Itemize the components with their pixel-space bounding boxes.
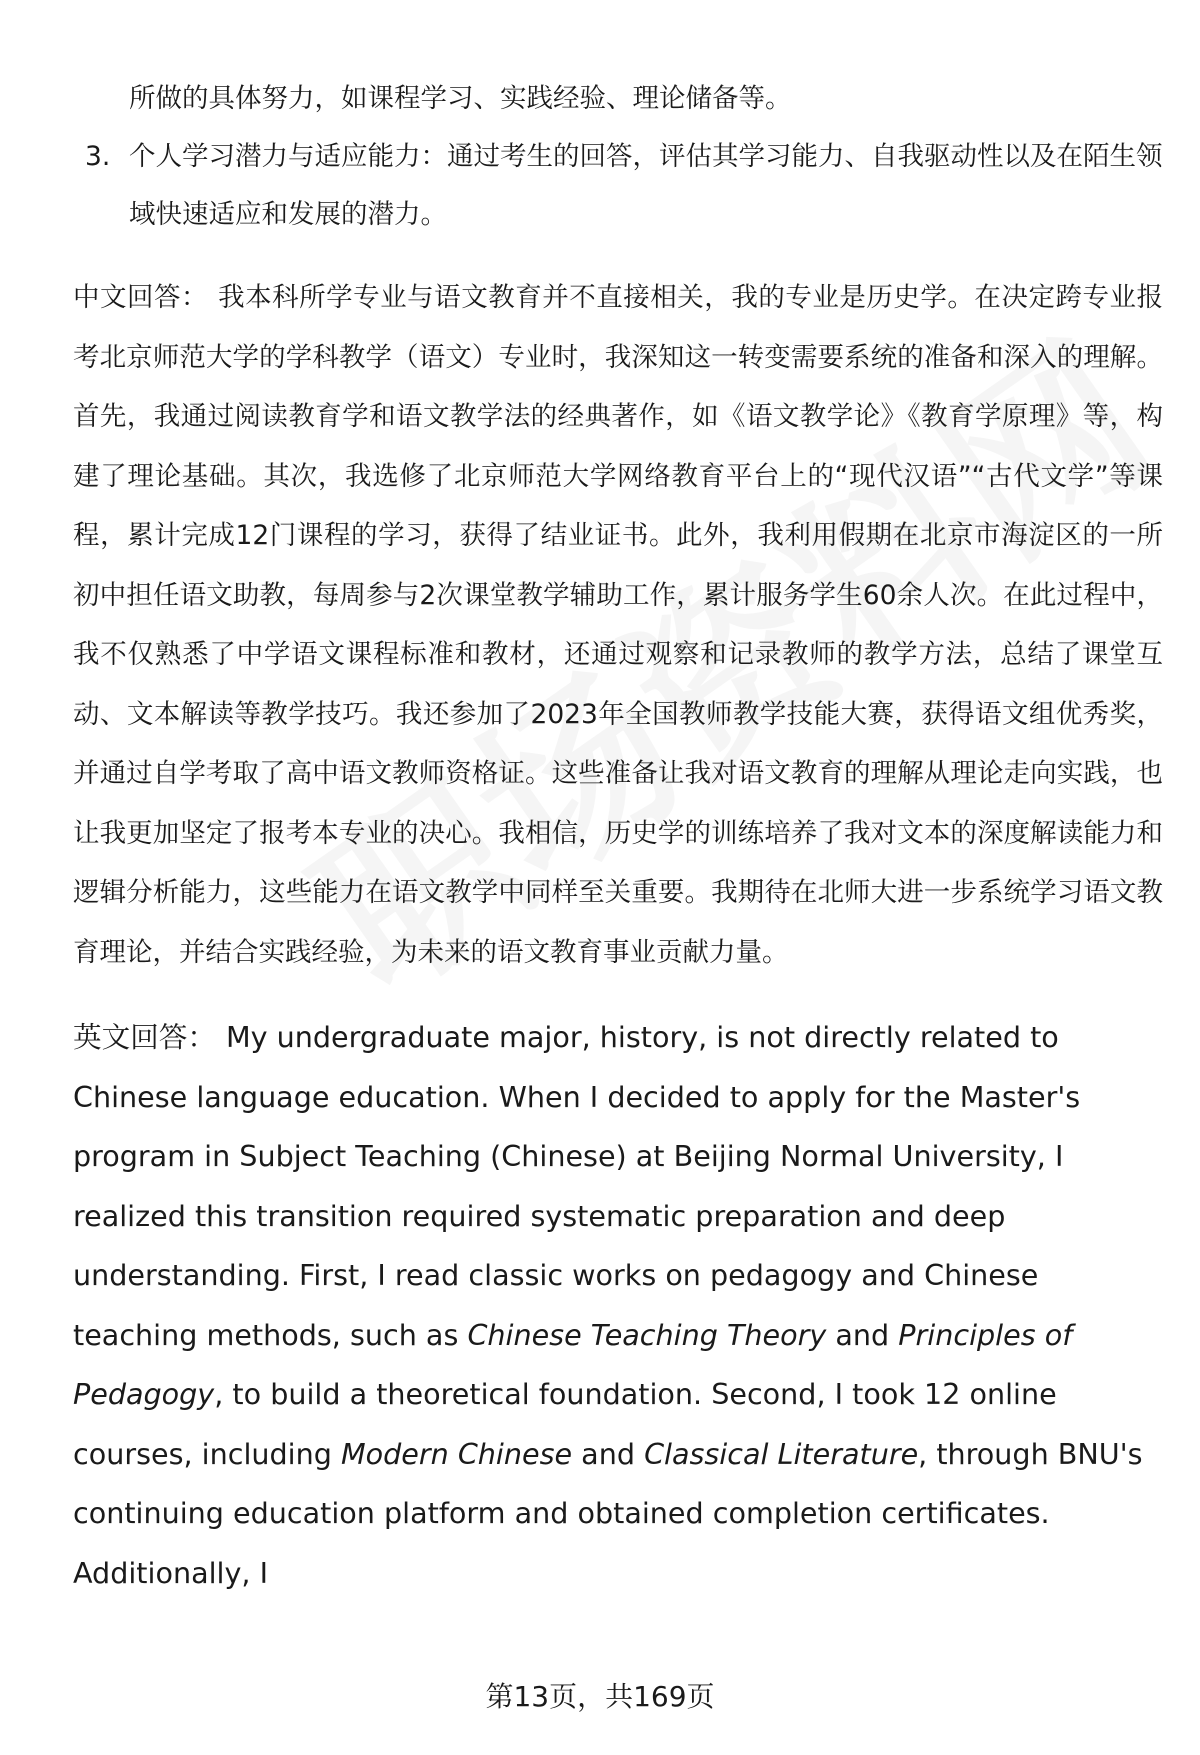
english-text-part-1: My undergraduate major, history, is not directly related to Chinese language education. When I decided to apply for the Master's program in Subject Teaching (Chinese) at Beijing Normal University, I realized this transition required systematic preparation and deep understanding. First, I read classic works on pedagogy and Chinese teaching methods, such as [73,1020,1081,1352]
book-title-chinese-teaching-theory: Chinese Teaching Theory [467,1317,827,1352]
list-item-2-continuation: 所做的具体努力，如课程学习、实践经验、理论储备等。 [129,83,792,114]
english-text-part-5: , through BNU's continuing education platform and obtained completion certificates. Additionally, I [73,1436,1143,1590]
chinese-answer-label: 中文回答： [73,282,209,313]
english-answer-label: 英文回答： [73,1020,216,1054]
english-text-part-2: and [826,1317,899,1352]
english-answer-paragraph [73,1008,1163,1603]
english-text-part-4: and [572,1436,645,1471]
list-item-text: 个人学习潜力与适应能力：通过考生的回答，评估其学习能力、自我驱动性以及在陌生领域快速适应和发展的潜力。 [129,141,1163,230]
course-title-classical-literature: Classical Literature [644,1436,919,1471]
book-title-principles-of-pedagogy: Principles of Pedagogy [73,1317,1073,1411]
course-title-modern-chinese: Modern Chinese [340,1436,573,1471]
list-number: 3. [85,141,111,172]
chinese-answer-paragraph [73,268,1163,982]
list-item-3 [73,128,1163,244]
document-page [73,70,1163,1603]
chinese-answer-text: 我本科所学专业与语文教育并不直接相关，我的专业是历史学。在决定跨专业报考北京师范大学的学科教学（语文）专业时，我深知这一转变需要系统的准备和深入的理解。首先，我通过阅读教育学和语文教学法的经典著作，如《语文教学论》《教育学原理》等，构建了理论基础。其次，我选修了北京师范大学网络教育平台上的“现代汉语”“古代文学”等课程，累计完成12门课程的学习，获得了结业证书。此外，我利用假期在北京市海淀区的一所初中担任语文助教，每周参与2次课堂教学辅助工作，累计服务学生60余人次。在此过程中，我不仅熟悉了中学语文课程标准和教材，还通过观察和记录教师的教学方法，总结了课堂互动、文本解读等教学技巧。我还参加了2023年全国教师教学技能大赛，获得语文组优秀奖，并通过自学考取了高中语文教师资格证。这些准备让我对语文教育的理解从理论走向实践，也让我更加坚定了报考本专业的决心。我相信，历史学的训练培养了我对文本的深度解读能力和逻辑分析能力，这些能力在语文教学中同样至关重要。我期待在北师大进一步系统学习语文教育理论，并结合实践经验，为未来的语文教育事业贡献力量。 [73,282,1164,968]
page-indicator: 第13页，共169页 [485,1680,715,1713]
english-text-part-3: , to build a theoretical foundation. Second, I took 12 online courses, including [73,1377,1057,1471]
